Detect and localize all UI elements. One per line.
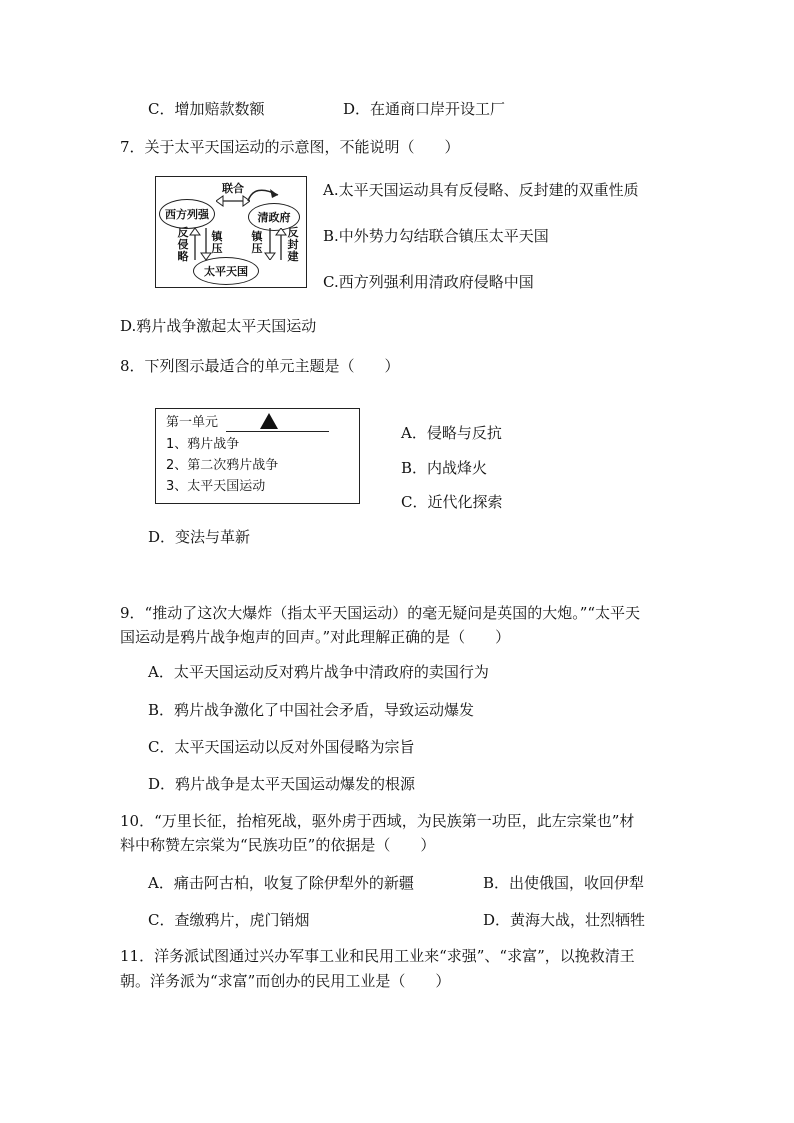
unit-heading: 第一单元 [166, 415, 219, 430]
q7-diagram [155, 176, 307, 288]
blank-underline [226, 431, 329, 432]
qing-government-oval: 清政府 [248, 203, 300, 231]
q10-stem-line1: 10．“万里长征，抬棺死战，驱外虏于西域，为民族第一功臣，此左宗棠也”材 [120, 812, 635, 830]
up-arrow-icon [275, 228, 287, 260]
q7-option-b: B.中外势力勾结联合镇压太平天国 [323, 227, 549, 245]
q7-option-c: C.西方列强利用清政府侵略中国 [323, 273, 534, 291]
unit-item-3: 3、太平天国运动 [166, 479, 266, 494]
taiping-oval: 太平天国 [193, 257, 259, 285]
q11-stem-line1: 11．洋务派试图通过兴办军事工业和民用工业来“求强”、“求富”，以挽救清王 [120, 947, 635, 965]
q8-option-b: B．内战烽火 [401, 459, 488, 477]
q8-option-d: D．变法与革新 [148, 528, 251, 546]
q6-option-d: D．在通商口岸开设工厂 [343, 100, 506, 118]
q9-option-d: D．鸦片战争是太平天国运动爆发的根源 [148, 775, 416, 793]
q8-option-c: C．近代化探索 [401, 493, 503, 511]
q10-option-c: C．查缴鸦片，虎门销烟 [148, 911, 310, 929]
q9-stem-line1: 9．“推动了这次大爆炸（指太平天国运动）的毫无疑问是英国的大炮。”“太平天 [120, 604, 641, 622]
q8-unit-box [155, 408, 360, 504]
suppress-left-label: 镇压 [211, 230, 223, 255]
q10-stem-line2: 料中称赞左宗棠为“民族功臣”的依据是（ ） [120, 836, 436, 854]
q6-option-c: C．增加赔款数额 [148, 100, 265, 118]
q10-option-a: A．痛击阿古柏，收复了除伊犁外的新疆 [148, 874, 414, 892]
q10-option-d: D．黄海大战，壮烈牺牲 [483, 911, 646, 929]
q11-stem-line2: 朝。洋务派为“求富”而创办的民用工业是（ ） [120, 972, 451, 990]
q10-option-b: B．出使俄国，收回伊犁 [483, 874, 645, 892]
q9-stem-line2: 国运动是鸦片战争炮声的回声。”对此理解正确的是（ ） [120, 628, 511, 646]
q9-option-a: A．太平天国运动反对鸦片战争中清政府的卖国行为 [148, 663, 489, 681]
q8-stem: 8．下列图示最适合的单元主题是（ ） [120, 357, 400, 375]
q8-option-a: A．侵略与反抗 [401, 424, 502, 442]
q7-option-a: A.太平天国运动具有反侵略、反封建的双重性质 [323, 181, 639, 199]
q9-option-c: C．太平天国运动以反对外国侵略为宗旨 [148, 738, 415, 756]
anti-feudal-label: 反封建 [287, 226, 299, 263]
q9-option-b: B．鸦片战争激化了中国社会矛盾，导致运动爆发 [148, 701, 475, 719]
curved-arrow-icon [244, 181, 284, 205]
west-powers-oval: 西方列强 [159, 199, 215, 229]
unit-item-2: 2、第二次鸦片战争 [166, 458, 279, 473]
unit-item-1: 1、鸦片战争 [166, 437, 240, 452]
q7-option-d: D.鸦片战争激起太平天国运动 [120, 317, 317, 335]
suppress-right-label: 镇压 [251, 230, 263, 255]
alliance-label: 联合 [222, 182, 244, 195]
q7-stem: 7．关于太平天国运动的示意图，不能说明（ ） [120, 138, 460, 156]
triangle-icon [260, 413, 278, 429]
anti-aggression-label: 反侵略 [177, 226, 189, 263]
